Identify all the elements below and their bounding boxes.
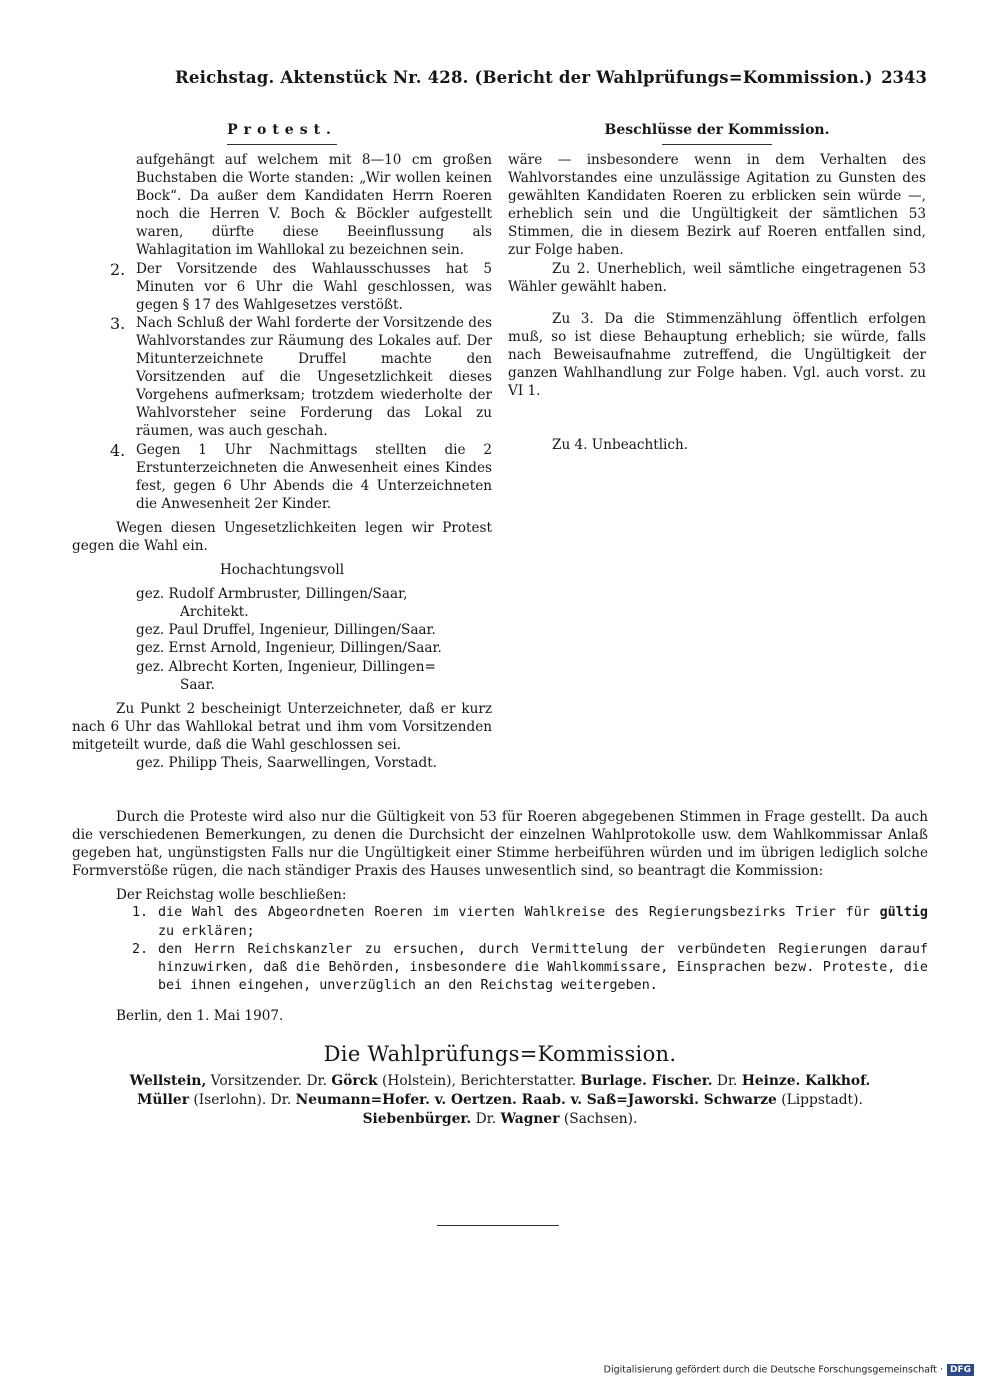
member-note: (Sachsen). — [559, 1110, 638, 1127]
protest-continuation: aufgehängt auf welchem mit 8—10 cm großen Buchstaben die Worte standen: „Wir wollen keinen Bock“. Da außer dem Kandidaten Herrn Roeren noch die Herren V. Boch & Böckler aufgestellt waren, dürfte diese Beeinflussung als Wahlagitation im Wahllokal zu bezeichnen sein. — [136, 152, 492, 259]
left-column-protest — [72, 120, 492, 772]
resolution-paragraph: Zu 4. Unbeachtlich. — [552, 437, 689, 454]
protest-item — [72, 314, 492, 441]
member-note: Dr. — [712, 1072, 742, 1089]
end-rule — [437, 1225, 559, 1226]
member-name: Wellstein, — [129, 1072, 207, 1089]
left-column-heading: Protest. — [227, 122, 337, 138]
item-text: Nach Schluß der Wahl forderte der Vorsitzende des Wahlvorstandes zur Räumung des Lokales auf. Der Mitunterzeichnete Druffel machte den Vorsitzenden auf die Ungesetzlichkeit dieses Vorgehens aufmerksam; trotzdem wiederholte der Wahlvorsteher seine Forderung das Lokal zu räumen, was auch geschah. — [136, 314, 492, 440]
certification-text: Zu Punkt 2 bescheinigt Unterzeichneter, daß er kurz nach 6 Uhr das Wahllokal betrat und ihm vom Vorsitzenden mitgeteilt wurde, daß die Wahl geschlossen sei. — [72, 700, 492, 753]
member-note: Vorsitzender. Dr. — [206, 1072, 332, 1089]
dfg-logo-icon: DFG — [947, 1364, 974, 1376]
member-name: Wagner — [500, 1110, 560, 1127]
commission-title: Die Wahlprüfungs=Kommission. — [323, 1041, 677, 1066]
item-number: 3. — [110, 313, 126, 333]
member-note: (Iserlohn). Dr. — [188, 1091, 296, 1108]
motion-list — [72, 904, 928, 995]
spacer — [508, 296, 926, 310]
protest-closing: Wegen diesen Ungesetzlichkeiten legen wir Protest gegen die Wahl ein. — [72, 519, 492, 554]
item-number: 4. — [110, 440, 126, 460]
heading-rule — [662, 144, 772, 145]
members-row — [72, 1110, 928, 1129]
salutation: Hochachtungsvoll — [219, 562, 345, 579]
member-note: Dr. — [471, 1110, 501, 1127]
motion-item — [132, 904, 928, 940]
protest-item — [72, 260, 492, 314]
spacer — [508, 400, 926, 436]
resolution-paragraph: Zu 3. Da die Stimmenzählung öffentlich erfolgen muß, so ist diese Behauptung erheblich; sie würde, falls nach Beweisaufnahme zutreffend, die Ungültigkeit der ganzen Wahlhandlung zur Folge haben. Vgl. auch vorst. zu VI 1. — [508, 310, 926, 400]
commission-members — [72, 1072, 928, 1129]
member-name: Burlage. Fischer. — [580, 1072, 713, 1089]
running-header — [175, 68, 927, 92]
resolution-paragraph: wäre — insbesondere wenn in dem Verhalten des Wahlvorstandes eine unzulässige Agitation zu Gunsten des gewählten Kandidaten Roeren zu erblicken sein würde —, erheblich sein und die Ungültigkeit der sämtlichen 53 Stimmen, die in diesem Bezirk auf Roeren entfallen sind, zur Folge haben. — [508, 152, 926, 259]
date-line: Berlin, den 1. Mai 1907. — [116, 1008, 284, 1025]
certification-signature: gez. Philipp Theis, Saarwellingen, Vorstadt. — [136, 755, 437, 771]
resolution-paragraph: Zu 2. Unerheblich, weil sämtliche eingetragenen 53 Wähler gewählt haben. — [508, 260, 926, 295]
summary-paragraph: Durch die Proteste wird also nur die Gültigkeit von 53 für Roeren abgegebenen Stimmen in Frage gestellt. Da auch die verschiedenen Bemerkungen, zu denen die Durchsicht der einzelnen Wahlprotokolle usw. dem Wahlkommissar Anlaß gegeben hat, ungünstigsten Falls nur die Ungültigkeit einer Stimme herbeiführen würden und im übrigen lediglich solche Formverstöße rügen, die nach ständiger Praxis des Hauses unwesentlich sind, so beantragt die Kommission: — [72, 809, 928, 880]
item-text: Gegen 1 Uhr Nachmittags stellten die 2 Erstunterzeichneten die Anwesenheit eines Kindes fest, gegen 6 Uhr Abends die 4 Unterzeichneten die Anwesenheit 2er Kinder. — [136, 441, 492, 512]
spacer — [72, 995, 928, 1007]
signature-line: gez. Rudolf Armbruster, Dillingen/Saar, — [136, 586, 408, 603]
signature-line: gez. Paul Druffel, Ingenieur, Dillingen/Saar. — [136, 622, 436, 639]
digitization-credit — [604, 1364, 974, 1376]
member-name: Müller — [137, 1091, 189, 1108]
members-row — [72, 1091, 928, 1110]
motion-text: zu erklären; — [158, 923, 255, 939]
page-number: 2343 — [881, 68, 927, 87]
header-title: Reichstag. Aktenstück Nr. 428. (Bericht der Wahlprüfungs=Kommission.) — [175, 68, 873, 87]
protest-item — [72, 441, 492, 513]
signature-line: gez. Ernst Arnold, Ingenieur, Dillingen/Saar. — [136, 640, 442, 657]
signature-continuation: Saar. — [180, 676, 215, 693]
item-number: 2. — [110, 259, 126, 279]
members-row — [72, 1072, 928, 1091]
credit-text: Digitalisierung gefördert durch die Deutsche Forschungsgemeinschaft · — [603, 1364, 943, 1376]
member-note: (Lippstadt). — [776, 1091, 863, 1108]
summary-section — [72, 808, 928, 1129]
motion-text: den Herrn Reichskanzler zu ersuchen, durch Vermittelung der verbündeten Regierungen darauf hinzuwirken, daß die Behörden, insbesondere die Wahlkommissare, Einsprachen bezw. Proteste, die bei ihnen eingehen, unverzüglich an den Reichstag weitergeben. — [158, 941, 928, 994]
signature-block — [72, 585, 492, 694]
motion-item — [132, 941, 928, 996]
motion-emphasis: gültig — [879, 905, 928, 921]
item-text: Der Vorsitzende des Wahlausschusses hat 5 Minuten vor 6 Uhr die Wahl geschlossen, was gegen § 17 des Wahlgesetzes verstößt. — [136, 260, 492, 313]
motion-intro: Der Reichstag wolle beschließen: — [116, 887, 347, 904]
member-name: Siebenbürger. — [362, 1110, 472, 1127]
right-column-heading: Beschlüsse der Kommission. — [604, 122, 830, 138]
heading-rule — [227, 144, 337, 145]
member-note: (Holstein), Berichterstatter. — [377, 1072, 581, 1089]
motion-number: 1. — [132, 905, 149, 921]
motion-text: die Wahl des Abgeordneten Roeren im vierten Wahlkreise des Regierungsbezirks Trier für — [158, 905, 880, 921]
signature-line: gez. Albrecht Korten, Ingenieur, Dillingen= — [136, 658, 436, 675]
right-column-resolutions — [508, 120, 926, 454]
motion-number: 2. — [132, 941, 149, 957]
member-name: Neumann=Hofer. v. Oertzen. Raab. v. Saß=Jaworski. Schwarze — [295, 1091, 777, 1108]
signature-continuation: Architekt. — [180, 604, 249, 621]
member-name: Heinze. Kalkhof. — [741, 1072, 871, 1089]
member-name: Görck — [331, 1072, 378, 1089]
